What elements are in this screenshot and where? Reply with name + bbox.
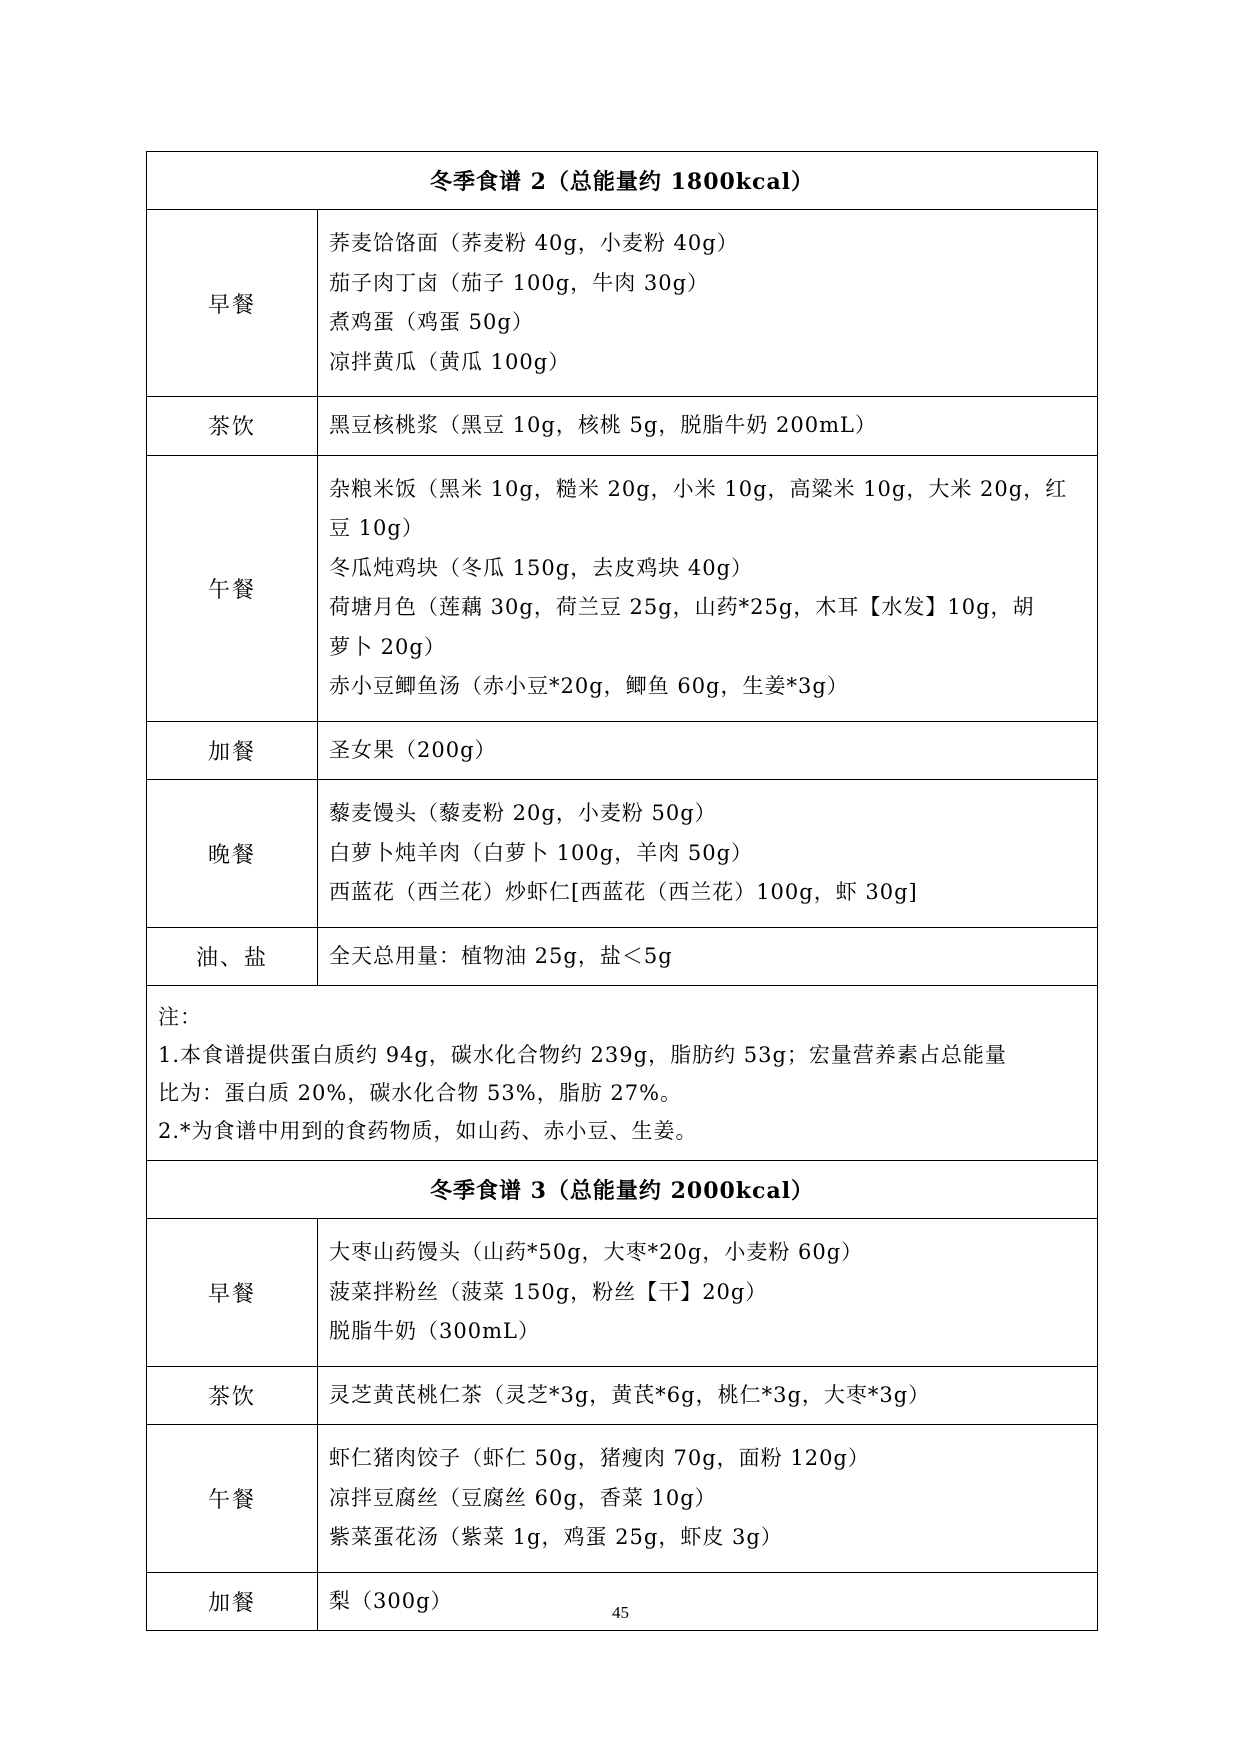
meal-item-line: 灵芝黄芪桃仁茶（灵芝*3g，黄芪*6g，桃仁*3g，大枣*3g） <box>329 1382 931 1407</box>
meal-item-line: 凉拌豆腐丝（豆腐丝 60g，香菜 10g） <box>329 1485 717 1510</box>
meal-label: 早餐 <box>147 1219 318 1367</box>
note-line: 注： <box>158 1005 202 1029</box>
meal-item-line: 白萝卜炖羊肉（白萝卜 100g，羊肉 50g） <box>329 840 754 865</box>
meal-row <box>147 210 1098 397</box>
menu-table <box>146 151 1098 1631</box>
meal-item-line: 茄子肉丁卤（茄子 100g，牛肉 30g） <box>329 270 710 295</box>
meal-item-line: 豆 10g） <box>329 516 424 540</box>
meal-item-line: 梨（300g） <box>329 1588 453 1613</box>
meal-item-line: 全天总用量：植物油 25g，盐＜5g <box>329 943 673 968</box>
meal-content <box>318 721 1098 780</box>
meal-item-line: 西蓝花（西兰花）炒虾仁[西蓝花（西兰花）100g，虾 30g] <box>329 880 918 904</box>
page-number: 45 <box>612 1603 629 1622</box>
notes-cell <box>147 986 1098 1161</box>
table-body <box>147 152 1098 1631</box>
meal-item-line: 凉拌黄瓜（黄瓜 100g） <box>329 349 571 374</box>
meal-label: 午餐 <box>147 455 318 721</box>
meal-label: 油、盐 <box>147 927 318 986</box>
meal-content <box>318 1366 1098 1425</box>
note-line: 1.本食谱提供蛋白质约 94g，碳水化合物约 239g，脂肪约 53g；宏量营养素占总能量 <box>158 1043 1007 1067</box>
meal-row <box>147 397 1098 456</box>
meal-item-line: 荷塘月色（莲藕 30g，荷兰豆 25g，山药*25g，木耳【水发】10g，胡 <box>329 595 1035 619</box>
meal-content <box>318 210 1098 397</box>
meal-content <box>318 397 1098 456</box>
menu-3-title-row <box>147 1161 1098 1219</box>
meal-row <box>147 455 1098 721</box>
meal-content <box>318 927 1098 986</box>
menu-2-title-row <box>147 152 1098 210</box>
meal-item-line: 脱脂牛奶（300mL） <box>329 1319 540 1343</box>
meal-item-line: 虾仁猪肉饺子（虾仁 50g，猪瘦肉 70g，面粉 120g） <box>329 1446 870 1470</box>
meal-content <box>318 1219 1098 1367</box>
meal-label: 加餐 <box>147 1572 318 1631</box>
meal-item-line: 黑豆核桃浆（黑豆 10g，核桃 5g，脱脂牛奶 200mL） <box>329 413 877 437</box>
meal-row <box>147 780 1098 928</box>
meal-content <box>318 1425 1098 1573</box>
meal-item-line: 赤小豆鲫鱼汤（赤小豆*20g，鲫鱼 60g，生姜*3g） <box>329 674 849 698</box>
meal-row <box>147 1219 1098 1367</box>
meal-item-line: 菠菜拌粉丝（菠菜 150g，粉丝【干】20g） <box>329 1279 768 1304</box>
meal-content <box>318 780 1098 928</box>
meal-item-line: 杂粮米饭（黑米 10g，糙米 20g，小米 10g，高粱米 10g，大米 20g，红 <box>329 476 1068 501</box>
meal-row <box>147 927 1098 986</box>
menu-3-title: 冬季食谱 3（总能量约 2000kcal） <box>147 1161 1098 1219</box>
meal-row <box>147 721 1098 780</box>
meal-label: 午餐 <box>147 1425 318 1573</box>
notes-row <box>147 986 1098 1161</box>
meal-label: 早餐 <box>147 210 318 397</box>
meal-item-line: 圣女果（200g） <box>329 737 497 762</box>
meal-item-line: 藜麦馒头（藜麦粉 20g，小麦粉 50g） <box>329 801 717 825</box>
meal-label: 加餐 <box>147 721 318 780</box>
meal-item-line: 大枣山药馒头（山药*50g，大枣*20g，小麦粉 60g） <box>329 1240 864 1264</box>
meal-item-line: 煮鸡蛋（鸡蛋 50g） <box>329 310 534 334</box>
meal-label: 茶饮 <box>147 397 318 456</box>
meal-label: 晚餐 <box>147 780 318 928</box>
menu-2-title: 冬季食谱 2（总能量约 1800kcal） <box>147 152 1098 210</box>
meal-item-line: 荞麦饸饹面（荞麦粉 40g，小麦粉 40g） <box>329 231 739 255</box>
meal-row <box>147 1425 1098 1573</box>
meal-item-line: 紫菜蛋花汤（紫菜 1g，鸡蛋 25g，虾皮 3g） <box>329 1525 783 1549</box>
meal-item-line: 冬瓜炖鸡块（冬瓜 150g，去皮鸡块 40g） <box>329 555 754 580</box>
note-line: 比为：蛋白质 20%，碳水化合物 53%，脂肪 27%。 <box>158 1081 683 1105</box>
meal-item-line: 萝卜 20g） <box>329 634 446 659</box>
meal-label: 茶饮 <box>147 1366 318 1425</box>
note-line: 2.*为食谱中用到的食药物质，如山药、赤小豆、生姜。 <box>158 1119 698 1143</box>
meal-row <box>147 1366 1098 1425</box>
meal-content <box>318 455 1098 721</box>
